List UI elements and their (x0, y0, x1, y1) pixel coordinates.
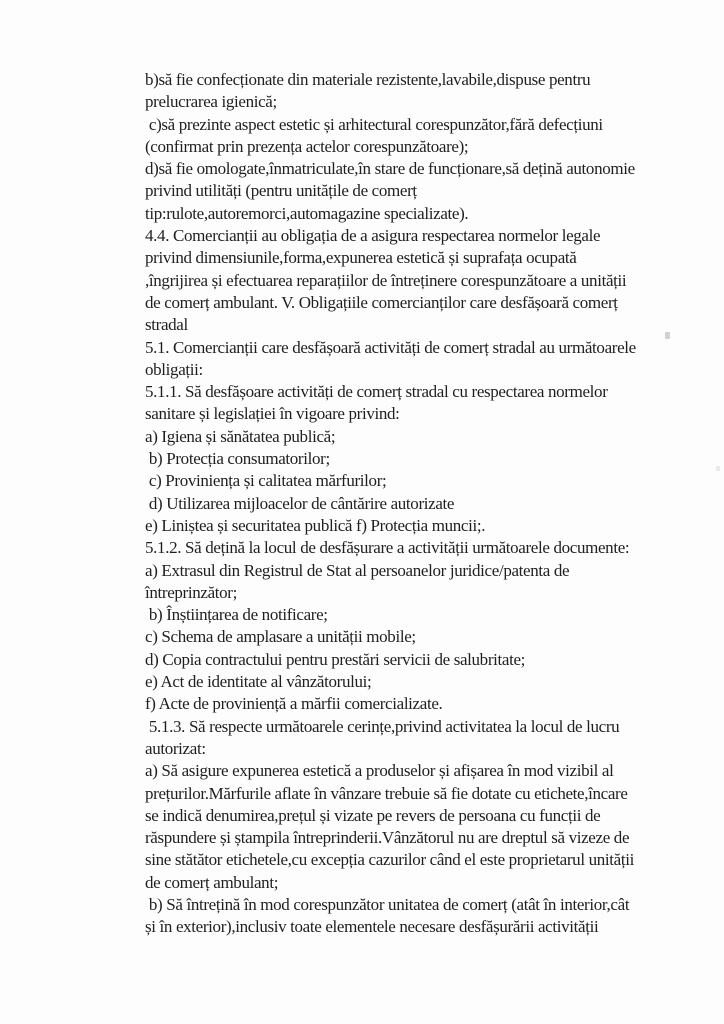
scan-artifact (665, 332, 670, 339)
document-line: privind dimensiunile,forma,expunerea estetică și suprafața ocupată (145, 248, 577, 268)
document-line: b) Înștiințarea de notificare; (145, 605, 328, 625)
document-line: de comerț ambulant; (145, 872, 279, 892)
document-line: e) Act de identitate al vânzătorului; (145, 672, 372, 692)
document-line: se indică denumirea,prețul și vizate pe revers de persoana cu funcții de (145, 805, 601, 825)
document-line: 4.4. Comercianții au obligația de a asigura respectarea normelor legale (145, 226, 601, 246)
document-line: prețurilor.Mărfurile aflate în vânzare trebuie să fie dotate cu etichete,încare (145, 783, 628, 803)
document-line: c) Schema de amplasare a unității mobile; (145, 627, 416, 647)
document-text-block (145, 69, 718, 939)
document-line: c)să prezinte aspect estetic și arhitectural corespunzător,fără defecțiuni (145, 114, 603, 134)
document-line: f) Acte de proviniență a mărfii comercializate. (145, 694, 443, 714)
document-line: de comerț ambulant. V. Obligațiile comercianților care desfășoară comerț (145, 292, 618, 312)
document-line: a) Să asigure expunerea estetică a produselor și afișarea în mod vizibil al (145, 761, 614, 781)
document-line: și în exterior),inclusiv toate elementele necesare desfășurării activității (145, 917, 599, 937)
document-line: c) Proviniența și calitatea mărfurilor; (145, 471, 387, 491)
document-line: autorizat: (145, 738, 206, 758)
document-line: stradal (145, 315, 188, 335)
document-line: ,îngrijirea și efectuarea reparațiilor de întreținere corespunzătoare a unității (145, 270, 627, 290)
document-line: obligații: (145, 359, 203, 379)
document-line: 5.1.1. Să desfășoare activități de comerț stradal cu respectarea normelor (145, 382, 608, 402)
document-line: prelucrarea igienică; (145, 92, 277, 112)
document-line: sanitare și legislației în vigoare privind: (145, 404, 400, 424)
document-line: d)să fie omologate,înmatriculate,în stare de funcționare,să dețină autonomie (145, 159, 635, 179)
document-line: b) Să întrețină în mod corespunzător unitatea de comerț (atât în interior,cât (145, 894, 630, 914)
document-line: e) Liniștea și securitatea publică f) Protecția muncii;. (145, 515, 486, 535)
document-line: 5.1.3. Să respecte următoarele cerințe,privind activitatea la locul de lucru (145, 716, 620, 736)
document-line: b) Protecția consumatorilor; (145, 449, 330, 469)
document-line: tip:rulote,autoremorci,automagazine specializate). (145, 203, 469, 223)
document-line: b)să fie confecționate din materiale rezistente,lavabile,dispuse pentru (145, 70, 591, 89)
document-line: întreprinzător; (145, 582, 237, 602)
document-line: a) Extrasul din Registrul de Stat al persoanelor juridice/patenta de (145, 560, 570, 580)
document-line: d) Utilizarea mijloacelor de cântărire autorizate (145, 493, 455, 513)
document-line: (confirmat prin prezența actelor corespunzătoare); (145, 136, 469, 156)
document-line: 5.1. Comercianții care desfășoară activități de comerț stradal au următoarele (145, 337, 636, 357)
document-line: a) Igiena și sănătatea publică; (145, 426, 336, 446)
document-line: răspundere și ștampila întreprinderii.Vânzătorul nu are dreptul să vizeze de (145, 828, 630, 848)
document-line: d) Copia contractului pentru prestări servicii de salubritate; (145, 649, 526, 669)
document-line: 5.1.2. Să dețină la locul de desfășurare a activității următoarele documente: (145, 538, 630, 558)
document-line: sine stătător etichetele,cu excepția cazurilor când el este proprietarul unității (145, 850, 634, 870)
document-line: privind utilități (pentru unitățile de comerț (145, 181, 417, 201)
scan-artifact (716, 466, 720, 471)
